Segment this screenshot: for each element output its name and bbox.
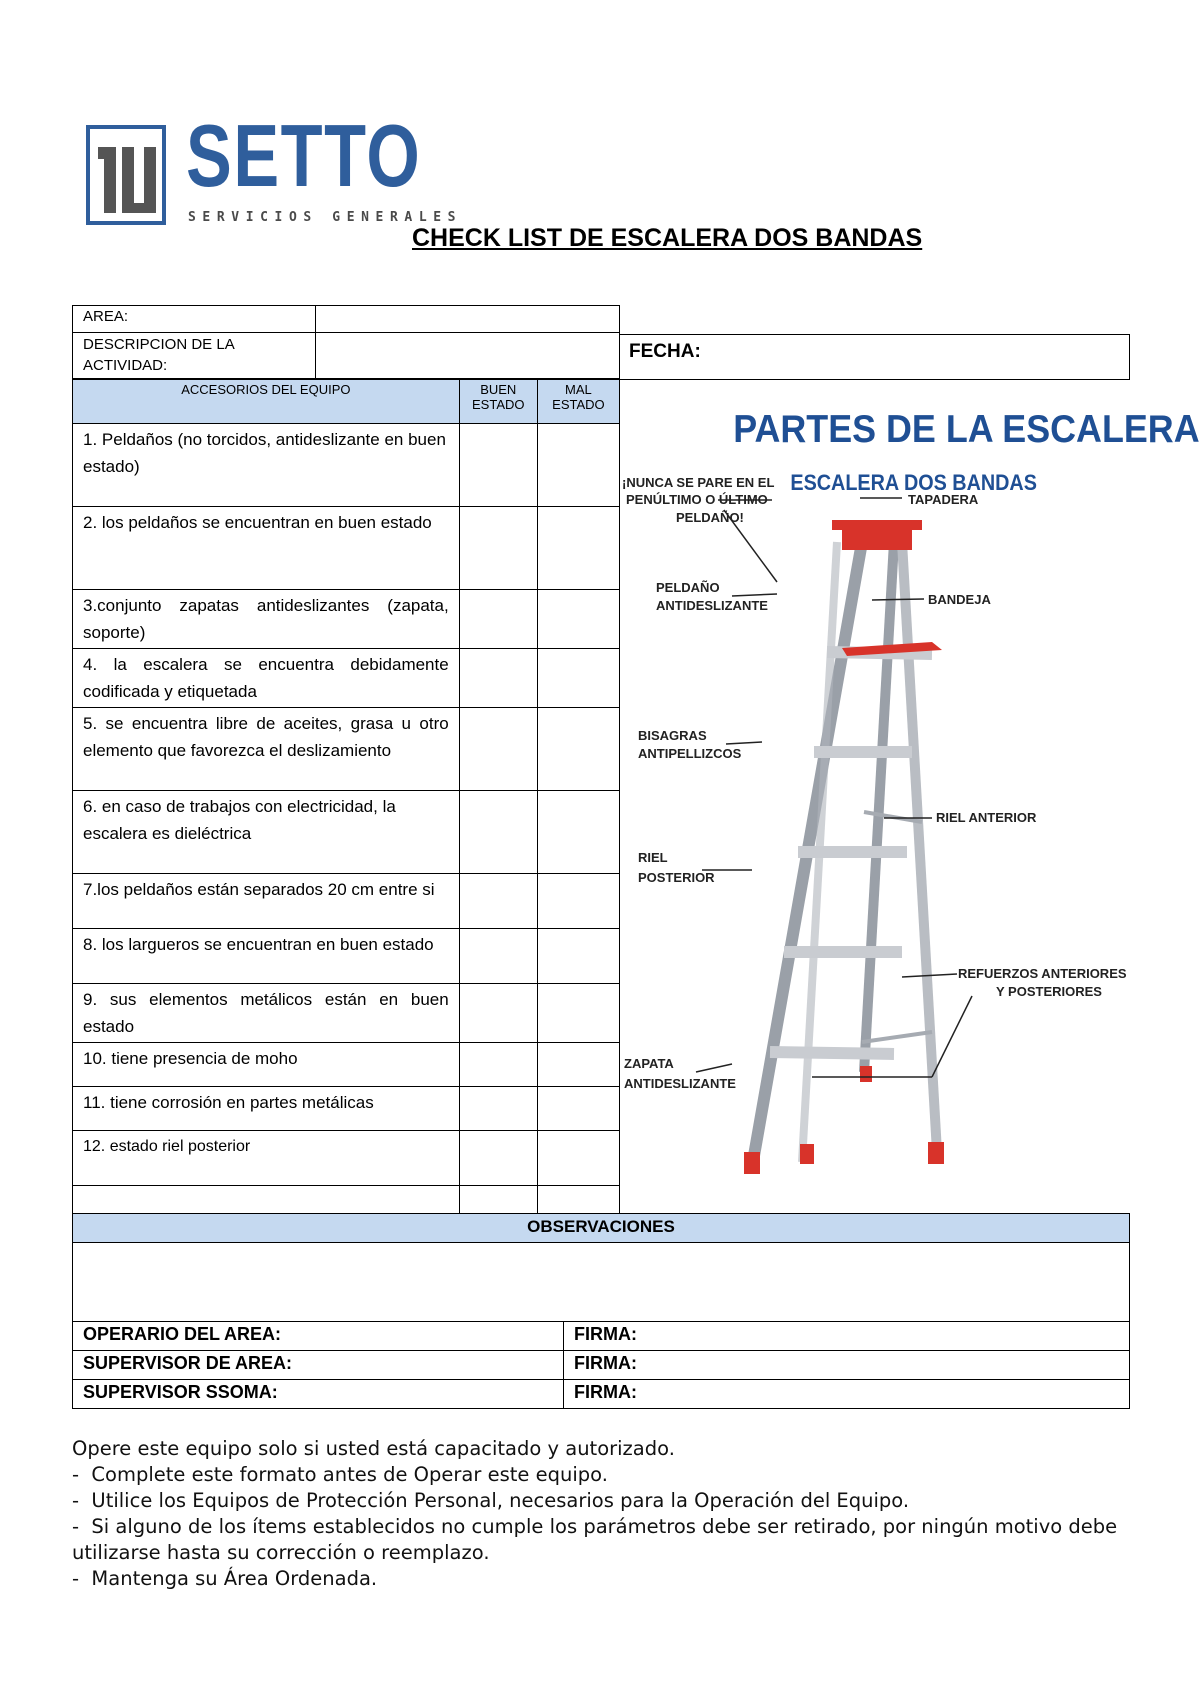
table-row <box>73 590 620 649</box>
label-nunca-line3: PELDAÑO! <box>676 510 744 525</box>
header-buen-estado: BUEN ESTADO <box>459 380 537 424</box>
descripcion-label: DESCRIPCION DE LA ACTIVIDAD: <box>73 333 316 379</box>
checklist-item: 1. Peldaños (no torcidos, antideslizante en buen estado) <box>73 424 460 507</box>
buen-estado-cell[interactable] <box>459 507 537 590</box>
table-row <box>73 1131 620 1186</box>
ladder-icon <box>744 520 944 1174</box>
logo-subtitle: SERVICIOS GENERALES <box>188 210 463 225</box>
table-row <box>73 984 620 1043</box>
company-logo-icon <box>86 125 166 225</box>
note-line: - Si alguno de los ítems establecidos no cumple los parámetros debe ser retirado, por ningún motivo debe utilizarse hasta su corrección o reemplazo. <box>72 1515 1124 1564</box>
observaciones-table <box>72 1213 1130 1322</box>
buen-estado-cell[interactable] <box>459 984 537 1043</box>
checklist-item: 12. estado riel posterior <box>73 1131 460 1186</box>
note-line: - Mantenga su Área Ordenada. <box>72 1567 378 1590</box>
buen-estado-cell[interactable] <box>459 708 537 791</box>
buen-estado-cell[interactable] <box>459 1131 537 1186</box>
checklist-table <box>72 379 620 1230</box>
figure-subtitle: ESCALERA DOS BANDAS <box>790 471 1037 496</box>
mal-estado-cell[interactable] <box>537 984 619 1043</box>
buen-estado-cell[interactable] <box>459 791 537 874</box>
label-zapata-line1: ZAPATA <box>624 1056 674 1071</box>
checklist-item: 4. la escalera se encuentra debidamente codificada y etiquetada <box>73 649 460 708</box>
figure-title: PARTES DE LA ESCALERA <box>733 406 1200 451</box>
header-accesorios: ACCESORIOS DEL EQUIPO <box>73 380 460 424</box>
mal-estado-cell[interactable] <box>537 649 619 708</box>
signatures-table <box>72 1321 1130 1409</box>
mal-estado-cell[interactable] <box>537 791 619 874</box>
checklist-item: 8. los largueros se encuentran en buen estado <box>73 929 460 984</box>
descripcion-input[interactable] <box>316 333 620 379</box>
buen-estado-cell[interactable] <box>459 874 537 929</box>
checklist-item: 2. los peldaños se encuentran en buen estado <box>73 507 460 590</box>
label-bisagras-line1: BISAGRAS <box>638 728 707 743</box>
firma-field[interactable]: FIRMA: <box>564 1351 1130 1380</box>
mal-estado-cell[interactable] <box>537 507 619 590</box>
checklist-item: 6. en caso de trabajos con electricidad, la escalera es dieléctrica <box>73 791 460 874</box>
note-line: Opere este equipo solo si usted está capacitado y autorizado. <box>72 1437 675 1460</box>
checklist-item: 7.los peldaños están separados 20 cm entre si <box>73 874 460 929</box>
mal-estado-cell[interactable] <box>537 1131 619 1186</box>
observaciones-input[interactable] <box>73 1243 1130 1322</box>
label-zapata-line2: ANTIDESLIZANTE <box>624 1076 736 1091</box>
signature-row <box>73 1380 1130 1409</box>
table-row <box>73 1043 620 1087</box>
table-row <box>73 507 620 590</box>
mal-estado-cell[interactable] <box>537 929 619 984</box>
label-refuerzos-line1: REFUERZOS ANTERIORES <box>958 966 1127 981</box>
mal-estado-cell[interactable] <box>537 424 619 507</box>
fecha-label: FECHA: <box>629 341 701 362</box>
table-row <box>73 874 620 929</box>
table-row <box>73 929 620 984</box>
buen-estado-cell[interactable] <box>459 929 537 984</box>
signature-row <box>73 1322 1130 1351</box>
note-line: - Utilice los Equipos de Protección Personal, necesarios para la Operación del Equipo. <box>72 1489 910 1512</box>
signature-row <box>73 1351 1130 1380</box>
table-row <box>73 424 620 507</box>
buen-estado-cell[interactable] <box>459 1043 537 1087</box>
label-bandeja: BANDEJA <box>928 592 991 607</box>
role-label: SUPERVISOR SSOMA: <box>73 1380 564 1409</box>
header-mal-estado: MAL ESTADO <box>537 380 619 424</box>
label-nunca-line2: PENÚLTIMO O ÚLTIMO <box>626 492 768 507</box>
firma-field[interactable]: FIRMA: <box>564 1380 1130 1409</box>
fecha-field[interactable] <box>619 334 1130 380</box>
label-peldano-line1: PELDAÑO <box>656 580 720 595</box>
checklist-item: 5. se encuentra libre de aceites, grasa u otro elemento que favorezca el deslizamiento <box>73 708 460 791</box>
mal-estado-cell[interactable] <box>537 1043 619 1087</box>
role-label: OPERARIO DEL AREA: <box>73 1322 564 1351</box>
mal-estado-cell[interactable] <box>537 1087 619 1131</box>
observaciones-header: OBSERVACIONES <box>73 1214 1130 1243</box>
activity-form <box>72 305 620 379</box>
mal-estado-cell[interactable] <box>537 590 619 649</box>
label-bisagras-line2: ANTIPELLIZCOS <box>638 746 742 761</box>
table-row <box>73 649 620 708</box>
table-row <box>73 1087 620 1131</box>
area-label: AREA: <box>73 306 316 333</box>
checklist-item: 3.conjunto zapatas antideslizantes (zapata, soporte) <box>73 590 460 649</box>
buen-estado-cell[interactable] <box>459 649 537 708</box>
table-row <box>73 708 620 791</box>
label-tapadera: TAPADERA <box>908 492 979 507</box>
table-row <box>73 791 620 874</box>
safety-notes <box>72 1436 1132 1592</box>
ladder-parts-figure <box>622 392 1200 1204</box>
buen-estado-cell[interactable] <box>459 424 537 507</box>
role-label: SUPERVISOR DE AREA: <box>73 1351 564 1380</box>
area-input[interactable] <box>316 306 620 333</box>
mal-estado-cell[interactable] <box>537 874 619 929</box>
checklist-item: 11. tiene corrosión en partes metálicas <box>73 1087 460 1131</box>
label-nunca-line1: ¡NUNCA SE PARE EN EL <box>622 475 775 490</box>
label-riel-posterior-line2: POSTERIOR <box>638 870 715 885</box>
label-riel-anterior: RIEL ANTERIOR <box>936 810 1037 825</box>
checklist-item: 10. tiene presencia de moho <box>73 1043 460 1087</box>
label-refuerzos-line2: Y POSTERIORES <box>996 984 1102 999</box>
firma-field[interactable]: FIRMA: <box>564 1322 1130 1351</box>
logo-wordmark: SETTO <box>186 106 422 205</box>
document-title: CHECK LIST DE ESCALERA DOS BANDAS <box>412 224 923 252</box>
label-riel-posterior-line1: RIEL <box>638 850 668 865</box>
buen-estado-cell[interactable] <box>459 1087 537 1131</box>
buen-estado-cell[interactable] <box>459 590 537 649</box>
note-line: - Complete este formato antes de Operar este equipo. <box>72 1463 608 1486</box>
checklist-item: 9. sus elementos metálicos están en buen estado <box>73 984 460 1043</box>
label-peldano-line2: ANTIDESLIZANTE <box>656 598 768 613</box>
mal-estado-cell[interactable] <box>537 708 619 791</box>
